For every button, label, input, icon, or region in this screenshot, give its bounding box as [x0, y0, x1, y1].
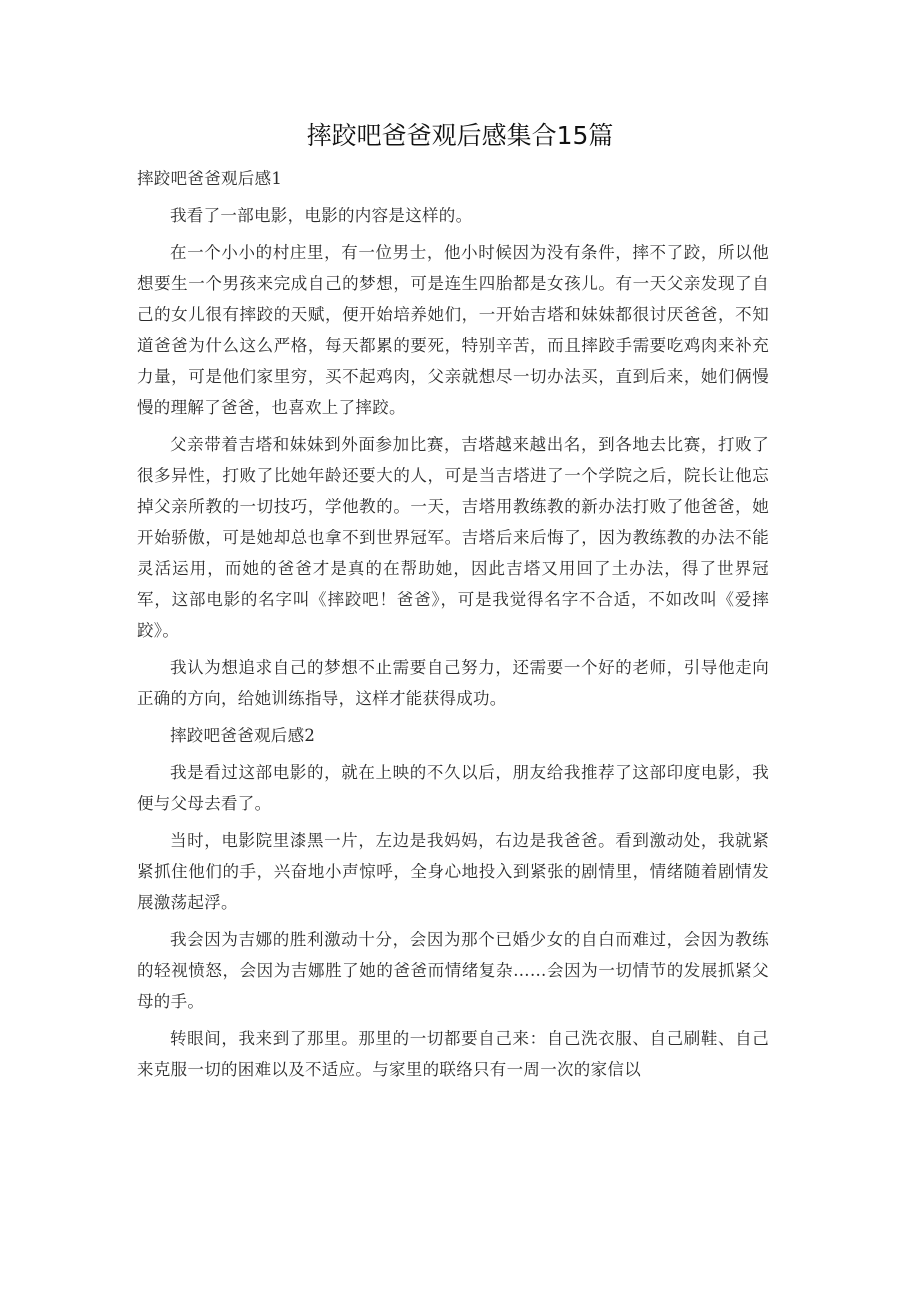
section-heading-1: 摔跤吧爸爸观后感1 [137, 169, 283, 188]
document-body [137, 163, 769, 1091]
section-heading-2: 摔跤吧爸爸观后感2 [170, 726, 316, 745]
paragraph: 我会因为吉娜的胜利激动十分，会因为那个已婚少女的自白而难过，会因为教练的轻视愤怒，会因为吉娜胜了她的爸爸而情绪复杂……会因为一切情节的发展抓紧父母的手。 [137, 930, 769, 1011]
paragraph: 我看了一部电影，电影的内容是这样的。 [170, 206, 473, 225]
paragraph: 我是看过这部电影的，就在上映的不久以后，朋友给我推荐了这部印度电影，我便与父母去看了。 [137, 763, 769, 813]
paragraph: 在一个小小的村庄里，有一位男士，他小时候因为没有条件，摔不了跤，所以他想要生一个男孩来完成自己的梦想，可是连生四胎都是女孩儿。有一天父亲发现了自己的女儿很有摔跤的天赋，便开始培养她们，一开始吉塔和妹妹都很讨厌爸爸，不知道爸爸为什么这么严格，每天都累的要死，特别辛苦，而且摔跤手需要吃鸡肉来补充力量，可是他们家里穷，买不起鸡肉，父亲就想尽一切办法买，直到后来，她们俩慢慢的理解了爸爸，也喜欢上了摔跤。 [137, 243, 769, 417]
paragraph: 转眼间，我来到了那里。那里的一切都要自己来：自己洗衣服、自己刷鞋、自己来克服一切的困难以及不适应。与家里的联络只有一周一次的家信以 [137, 1029, 769, 1079]
paragraph: 我认为想追求自己的梦想不止需要自己努力，还需要一个好的老师，引导他走向正确的方向，给她训练指导，这样才能获得成功。 [137, 658, 769, 708]
paragraph: 当时，电影院里漆黑一片，左边是我妈妈，右边是我爸爸。看到激动处，我就紧紧抓住他们的手，兴奋地小声惊呼，全身心地投入到紧张的剧情里，情绪随着剧情发展激荡起浮。 [137, 831, 769, 912]
document-title: 摔跤吧爸爸观后感集合15篇 [306, 121, 614, 150]
paragraph: 父亲带着吉塔和妹妹到外面参加比赛，吉塔越来越出名，到各地去比赛，打败了很多异性，打败了比她年龄还要大的人，可是当吉塔进了一个学院之后，院长让他忘掉父亲所教的一切技巧，学他教的。一天，吉塔用教练教的新办法打败了他爸爸，她开始骄傲，可是她却总也拿不到世界冠军。吉塔后来后悔了，因为教练教的办法不能灵活运用，而她的爸爸才是真的在帮助她，因此吉塔又用回了土办法，得了世界冠军，这部电影的名字叫《摔跤吧！爸爸》，可是我觉得名字不合适，不如改叫《爱摔跤》。 [137, 435, 769, 640]
